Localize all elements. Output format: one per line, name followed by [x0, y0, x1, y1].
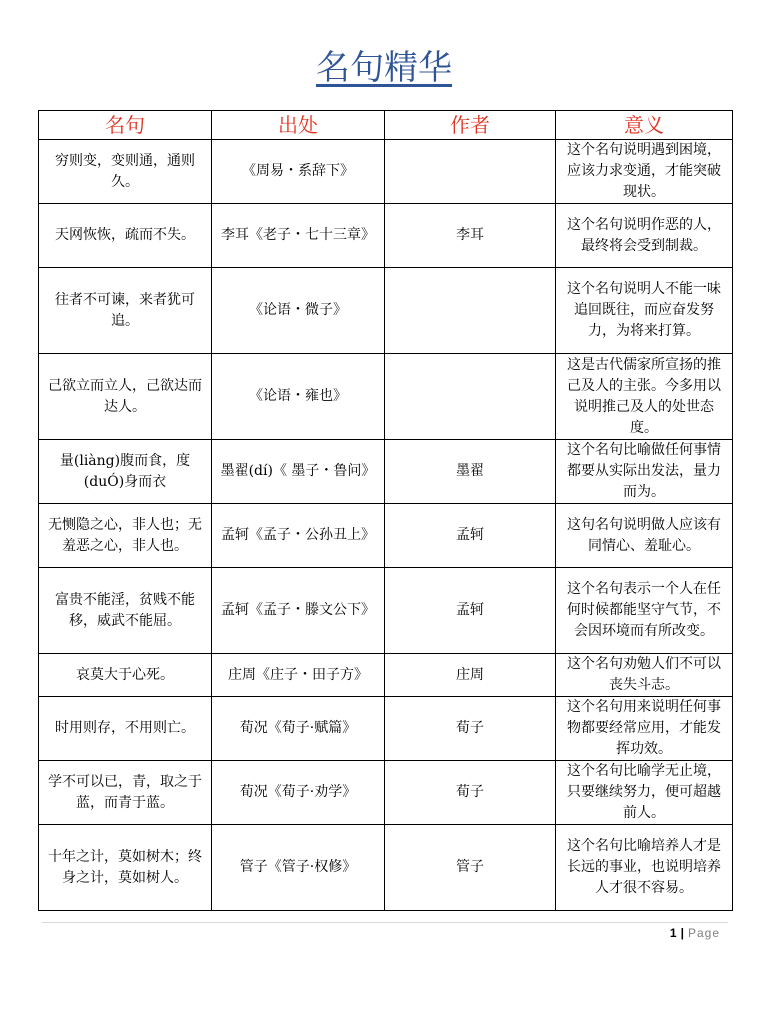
source-cell: 孟轲《孟子・滕文公下》 [212, 568, 385, 654]
meaning-cell: 这个名句用来说明任何事物都要经常应用，才能发挥功效。 [556, 697, 733, 761]
meaning-cell: 这个名句表示一个人在任何时候都能坚守气节，不会因环境而有所改变。 [556, 568, 733, 654]
source-cell: 荀况《荀子·赋篇》 [212, 697, 385, 761]
quote-cell: 十年之计，莫如树木；终身之计，莫如树人。 [39, 825, 212, 911]
author-cell: 孟轲 [385, 568, 556, 654]
quote-cell: 往者不可谏，来者犹可追。 [39, 268, 212, 354]
footer-separator: | [680, 926, 685, 940]
author-cell: 庄周 [385, 654, 556, 697]
source-cell: 《论语・微子》 [212, 268, 385, 354]
quote-cell: 穷则变，变则通，通则久。 [39, 140, 212, 204]
header-source: 出处 [212, 111, 385, 140]
table-row [39, 761, 733, 825]
table-row [39, 568, 733, 654]
quote-cell: 量(liàng)腹而食，度(duÓ)身而衣 [39, 440, 212, 504]
source-cell: 荀况《荀子·劝学》 [212, 761, 385, 825]
quotes-table [38, 110, 733, 911]
source-cell: 管子《管子·权修》 [212, 825, 385, 911]
meaning-cell: 这个名句说明人不能一味追回既往，而应奋发努力，为将来打算。 [556, 268, 733, 354]
header-quote: 名句 [39, 111, 212, 140]
author-cell [385, 140, 556, 204]
table-row [39, 204, 733, 268]
quote-cell: 时用则存，不用则亡。 [39, 697, 212, 761]
page-label: Page [687, 926, 720, 940]
author-cell [385, 354, 556, 440]
table-header-row [39, 111, 733, 140]
source-cell: 李耳《老子・七十三章》 [212, 204, 385, 268]
source-cell: 《论语・雍也》 [212, 354, 385, 440]
table-row [39, 697, 733, 761]
page-footer [670, 926, 720, 940]
table-row [39, 268, 733, 354]
source-cell: 《周易・系辞下》 [212, 140, 385, 204]
header-meaning: 意义 [556, 111, 733, 140]
meaning-cell: 这个名句比喻做任何事情都要从实际出发法，量力而为。 [556, 440, 733, 504]
author-cell: 荀子 [385, 697, 556, 761]
table-row [39, 825, 733, 911]
table-row [39, 654, 733, 697]
page-title-text: 名句精华 [316, 48, 452, 88]
meaning-cell: 这个名句比喻培养人才是长远的事业，也说明培养人才很不容易。 [556, 825, 733, 911]
table-row [39, 440, 733, 504]
meaning-cell: 这个名句说明作恶的人，最终将会受到制裁。 [556, 204, 733, 268]
quote-cell: 富贵不能淫，贫贱不能移，威武不能屈。 [39, 568, 212, 654]
author-cell: 墨翟 [385, 440, 556, 504]
author-cell: 李耳 [385, 204, 556, 268]
author-cell: 孟轲 [385, 504, 556, 568]
footer-divider [42, 922, 728, 923]
source-cell: 墨翟(dí)《 墨子・鲁问》 [212, 440, 385, 504]
table-row [39, 140, 733, 204]
author-cell: 荀子 [385, 761, 556, 825]
meaning-cell: 这个名句比喻学无止境，只要继续努力，便可超越前人。 [556, 761, 733, 825]
quote-cell: 天网恢恢，疏而不失。 [39, 204, 212, 268]
page-number: 1 [669, 926, 678, 940]
author-cell: 管子 [385, 825, 556, 911]
author-cell [385, 268, 556, 354]
meaning-cell: 这个名句说明遇到困境，应该力求变通，才能突破现状。 [556, 140, 733, 204]
table-row [39, 504, 733, 568]
quote-cell: 无恻隐之心，非人也；无羞恶之心，非人也。 [39, 504, 212, 568]
quote-cell: 哀莫大于心死。 [39, 654, 212, 697]
meaning-cell: 这句名句说明做人应该有同情心、羞耻心。 [556, 504, 733, 568]
meaning-cell: 这个名句劝勉人们不可以丧失斗志。 [556, 654, 733, 697]
page-title [0, 44, 768, 92]
table-row [39, 354, 733, 440]
meaning-cell: 这是古代儒家所宣扬的推己及人的主张。今多用以说明推己及人的处世态度。 [556, 354, 733, 440]
quote-cell: 学不可以已，青，取之于蓝，而青于蓝。 [39, 761, 212, 825]
quote-cell: 己欲立而立人，己欲达而达人。 [39, 354, 212, 440]
source-cell: 孟轲《孟子・公孙丑上》 [212, 504, 385, 568]
source-cell: 庄周《庄子・田子方》 [212, 654, 385, 697]
header-author: 作者 [385, 111, 556, 140]
